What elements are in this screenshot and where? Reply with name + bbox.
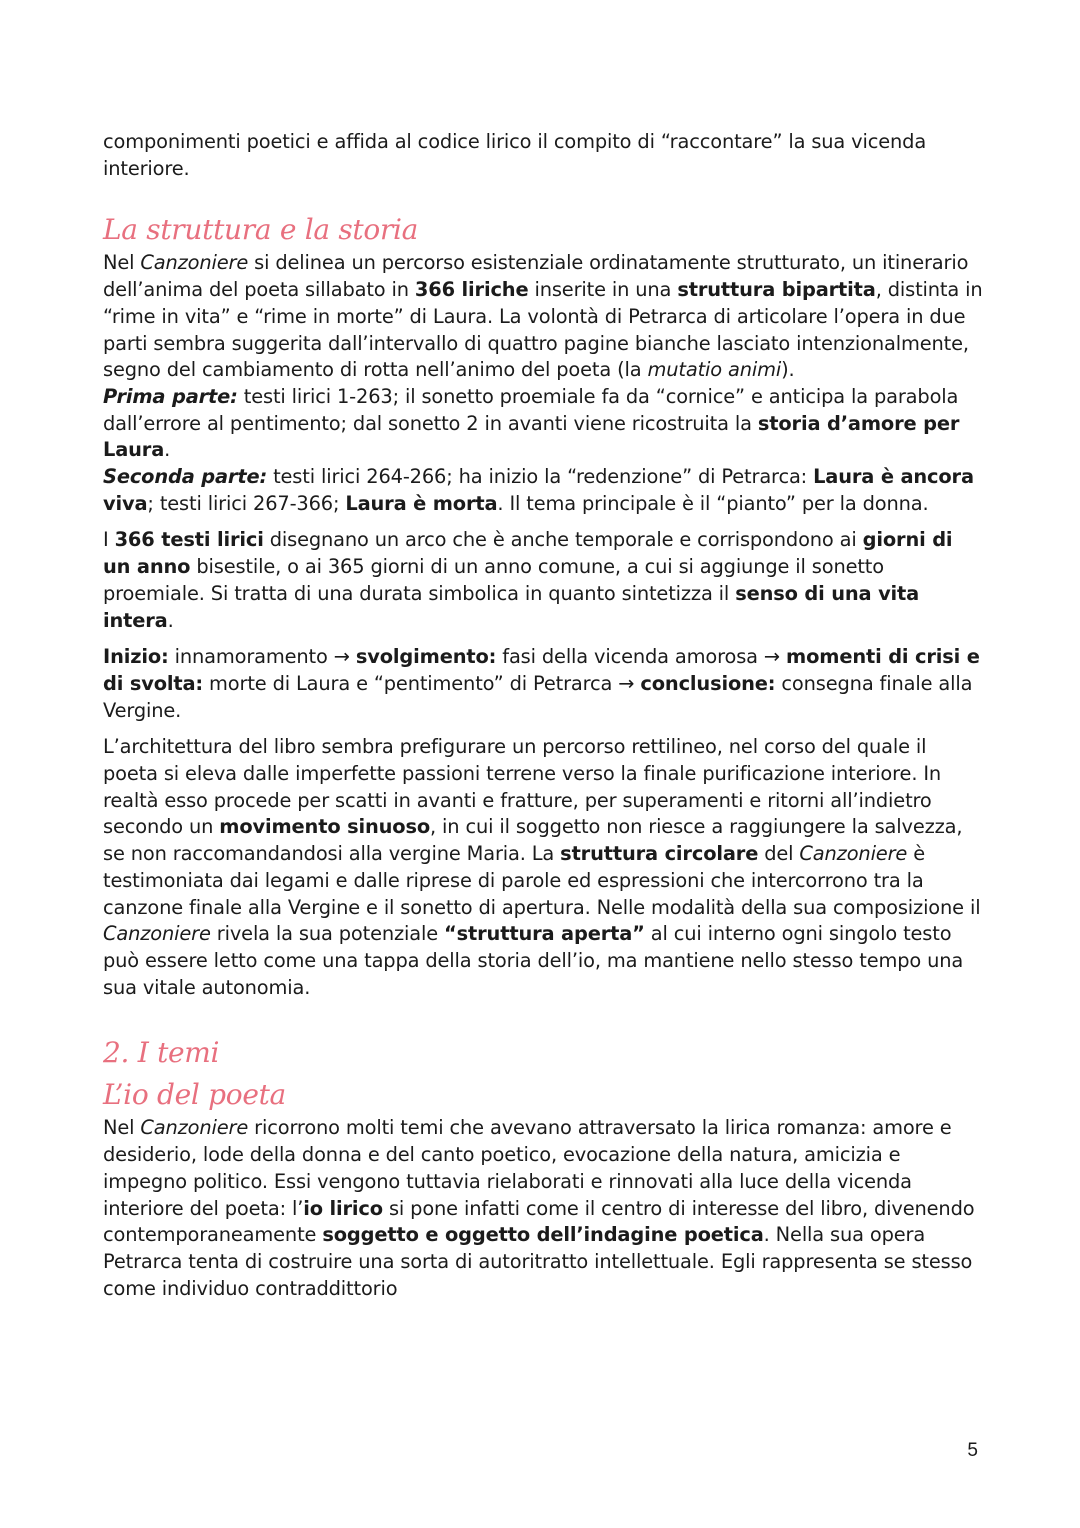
- structure-paragraph-1: Nel Canzoniere si delinea un percorso esistenziale ordinatamente strutturato, un itinerario dell’anima del poeta sillabato in 366 liriche inserite in una struttura bipartita, distinta in “rime in vita” e “rime in morte” di Laura. La volontà di Petrarca di articolare l’opera in due parti sembra suggerita dall’intervallo di quattro pagine bianche lasciato intenzionalmente, segno del cambiamento di rotta nell’animo del poeta (la mutatio animi).: [103, 251, 983, 382]
- page-number: 5: [967, 1440, 978, 1461]
- page-content: [103, 129, 983, 1302]
- section-heading-temi: 2. I temi: [103, 1036, 220, 1070]
- section-subheading-io-del-poeta: L’io del poeta: [103, 1078, 286, 1112]
- structure-paragraph-phases: Inizio: innamoramento → svolgimento: fasi della vicenda amorosa → momenti di crisi e di svolta: morte di Laura e “pentimento” di Petrarca → conclusione: consegna finale alla Vergine.: [103, 645, 980, 722]
- intro-paragraph: componimenti poetici e affida al codice lirico il compito di “raccontare” la sua vicenda interiore.: [103, 130, 927, 180]
- structure-paragraph-seconda-parte: Seconda parte: testi lirici 264-266; ha inizio la “redenzione” di Petrarca: Laura è ancora viva; testi lirici 267-366; Laura è morta. Il tema principale è il “pianto” per la donna.: [103, 465, 974, 515]
- structure-paragraph-prima-parte: Prima parte: testi lirici 1-263; il sonetto proemiale fa da “cornice” e anticipa la parabola dall’errore al pentimento; dal sonetto 2 in avanti viene ricostruita la storia d’amore per Laura.: [103, 384, 960, 462]
- temi-paragraph-1: Nel Canzoniere ricorrono molti temi che avevano attraversato la lirica romanza: amore e desiderio, lode della donna e del canto poetico, evocazione della natura, amicizia e impegno politico. Essi vengono tuttavia rielaborati e rinnovati alla luce della vicenda interiore del poeta: l’io lirico si pone infatti come il centro di interesse del libro, divenendo contemporaneamente soggetto e oggetto dell’indagine poetica. Nella sua opera Petrarca tenta di costruire una sorta di autoritratto intellettuale. Egli rappresenta se stesso come individuo contraddittorio: [103, 1116, 975, 1300]
- structure-paragraph-architecture: L’architettura del libro sembra prefigurare un percorso rettilineo, nel corso del quale il poeta si eleva dalle imperfette passioni terrene verso la finale purificazione interiore. In realtà esso procede per scatti in avanti e fratture, per superamenti e ritorni all’indietro secondo un movimento sinuoso, in cui il soggetto non riesce a raggiungere la salvezza, se non raccomandandosi alla vergine Maria. La struttura circolare del Canzoniere è testimoniata dai legami e dalle riprese di parole ed espressioni che intercorrono tra la canzone finale alla Vergine e il sonetto di apertura. Nelle modalità della sua composizione il Canzoniere rivela la sua potenziale “struttura aperta” al cui interno ogni singolo testo può essere letto come una tappa della storia dell’io, ma mantiene nello stesso tempo una sua vitale autonomia.: [103, 735, 981, 999]
- section-heading-structure: La struttura e la storia: [103, 213, 419, 247]
- structure-paragraph-366: I 366 testi lirici disegnano un arco che è anche temporale e corrispondono ai giorni di un anno bisestile, o ai 365 giorni di un anno comune, a cui si aggiunge il sonetto proemiale. Si tratta di una durata simbolica in quanto sintetizza il senso di una vita intera.: [103, 528, 953, 632]
